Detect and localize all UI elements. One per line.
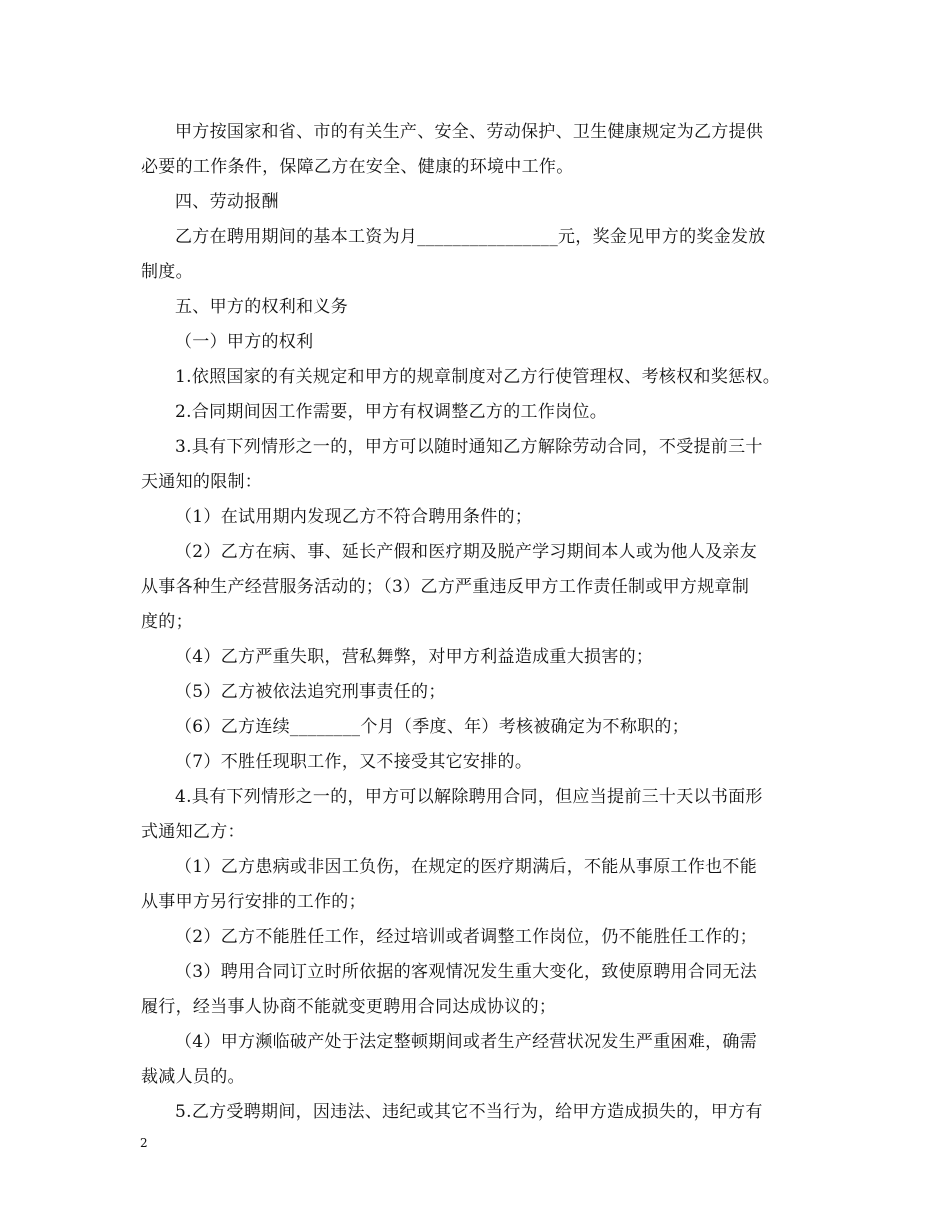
text-line: 天通知的限制： — [141, 472, 263, 492]
text-line: 制度。 — [141, 262, 193, 282]
text-line: 从事各种生产经营服务活动的；（3）乙方严重违反甲方工作责任制或甲方规章制 — [141, 577, 750, 597]
text-line: 度的； — [141, 612, 193, 632]
text-line: （1）在试用期内发现乙方不符合聘用条件的； — [175, 507, 533, 527]
text-line: 裁减人员的。 — [141, 1067, 245, 1087]
document-body — [141, 115, 813, 1130]
text-line: （6）乙方连续________个月（季度、年）考核被确定为不称职的； — [175, 717, 690, 737]
page-number: 2 — [140, 1136, 148, 1150]
text-line: 5.乙方受聘期间，因违法、违纪或其它不当行为，给甲方造成损失的，甲方有 — [175, 1102, 763, 1122]
text-line: 4.具有下列情形之一的，甲方可以解除聘用合同，但应当提前三十天以书面形 — [175, 787, 763, 807]
text-line: 甲方按国家和省、市的有关生产、安全、劳动保护、卫生健康规定为乙方提供 — [175, 122, 764, 142]
text-line: 四、劳动报酬 — [175, 192, 279, 212]
text-line: （7）不胜任现职工作，又不接受其它安排的。 — [175, 752, 533, 772]
text-line: 五、甲方的权利和义务 — [175, 297, 348, 317]
text-line: （4）甲方濒临破产处于法定整顿期间或者生产经营状况发生严重困难，确需 — [175, 1032, 758, 1052]
text-line: 2.合同期间因工作需要，甲方有权调整乙方的工作岗位。 — [175, 402, 608, 422]
text-line: 从事甲方另行安排的工作的； — [141, 892, 366, 912]
text-line: （一）甲方的权利 — [175, 332, 314, 352]
text-line: 3.具有下列情形之一的，甲方可以随时通知乙方解除劳动合同，不受提前三十 — [175, 437, 763, 457]
text-line: （3）聘用合同订立时所依据的客观情况发生重大变化，致使原聘用合同无法 — [175, 962, 758, 982]
text-line: 1.依照国家的有关规定和甲方的规章制度对乙方行使管理权、考核权和奖惩权。 — [175, 367, 781, 387]
text-line: （5）乙方被依法追究刑事责任的； — [175, 682, 446, 702]
text-line: （2）乙方在病、事、延长产假和医疗期及脱产学习期间本人或为他人及亲友 — [175, 542, 758, 562]
text-line: （4）乙方严重失职，营私舞弊，对甲方利益造成重大损害的； — [175, 647, 654, 667]
text-line: 乙方在聘用期间的基本工资为月________________元，奖金见甲方的奖金发放 — [175, 227, 766, 247]
text-line: （1）乙方患病或非因工负伤，在规定的医疗期满后，不能从事原工作也不能 — [175, 857, 758, 877]
text-line: 必要的工作条件，保障乙方在安全、健康的环境中工作。 — [141, 157, 574, 177]
text-line: 履行，经当事人协商不能就变更聘用合同达成协议的； — [141, 997, 557, 1017]
text-line: 式通知乙方： — [141, 822, 245, 842]
text-line: （2）乙方不能胜任工作，经过培训或者调整工作岗位，仍不能胜任工作的； — [175, 927, 758, 947]
